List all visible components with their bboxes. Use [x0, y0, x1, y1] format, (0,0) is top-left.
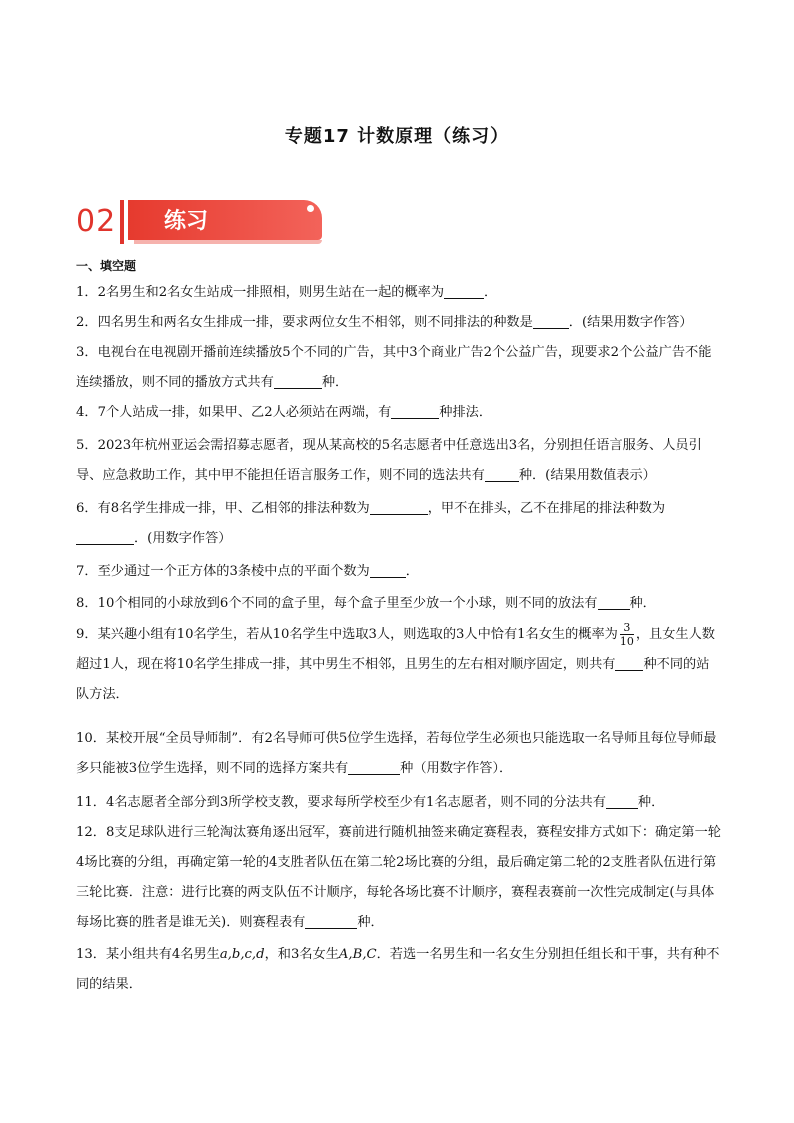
question-2: 2．四名男生和两名女生排成一排，要求两位女生不相邻，则不同排法的种数是 ．(结果用数字作答）: [76, 315, 693, 330]
question-4: 4．7个人站成一排，如果甲、乙2人必须站在两端，有 种排法．: [76, 405, 493, 420]
answer-blank[interactable]: [370, 500, 428, 515]
question-12: 12．8支足球队进行三轮淘汰赛角逐出冠军，赛前进行随机抽签来确定赛程表，赛程安排方式如下：确定第一轮4场比赛的分组，再确定第一轮的4支胜者队伍在第二轮2场比赛的分组，最后确定第二轮的2支胜者队伍进行第三轮比赛．注意：进行比赛的两支队伍不计顺序，每轮各场比赛不计顺序，赛程表赛前一次性完成制定(与具体每场比赛的胜者是谁无关)．则赛程表有 种．: [76, 825, 721, 930]
question-11: 11．4名志愿者全部分到3所学校支教，要求每所学校至少有1名志愿者，则不同的分法共有 种．: [76, 795, 665, 810]
math-expression: A,B,C: [338, 947, 377, 962]
answer-blank[interactable]: [76, 530, 134, 545]
section-heading: 一、填空题: [76, 259, 137, 273]
math-expression: a,b,c,d: [219, 947, 265, 962]
answer-blank[interactable]: [391, 404, 439, 419]
banner-divider: [120, 200, 124, 244]
banner-label: 练习: [164, 209, 209, 234]
fraction: $\frac{3}{10}$: [619, 621, 634, 648]
question-7: 7．至少通过一个正方体的3条棱中点的平面个数为 ．: [76, 564, 419, 579]
banner-dot-icon: [307, 205, 314, 212]
answer-blank[interactable]: [598, 595, 630, 610]
banner-tag: [128, 200, 322, 240]
answer-blank[interactable]: [274, 374, 322, 389]
page-title: 专题17 计数原理（练习）: [284, 126, 510, 147]
question-9: 9．某兴趣小组有10名学生，若从10名学生中选取3人，则选取的3人中恰有1名女生的概率为 $\frac{3}{10}$ ，且女生人数超过1人，现在将10名学生排成一排，其中男生不相邻，且男生的左右相对顺序固定，则共有 种不同的站队方法．: [76, 621, 715, 702]
answer-blank[interactable]: [305, 914, 357, 929]
answer-blank[interactable]: [370, 563, 406, 578]
answer-blank[interactable]: [533, 314, 569, 329]
banner-number: 02: [76, 204, 117, 239]
question-6: 6．有8名学生排成一排，甲、乙相邻的排法种数为 ，甲不在排头，乙不在排尾的排法种数为．(用数字作答）: [76, 501, 666, 546]
question-5: 5．2023年杭州亚运会需招募志愿者，现从某高校的5名志愿者中任意选出3名，分别担任语言服务、人员引导、应急救助工作，其中甲不能担任语言服务工作，则不同的选法共有 种．(结果用数值表示）: [76, 438, 702, 483]
question-3: 3．电视台在电视剧开播前连续播放5个不同的广告，其中3个商业广告2个公益广告，现要求2个公益广告不能连续播放，则不同的播放方式共有 种．: [76, 345, 712, 390]
question-8: 8．10个相同的小球放到6个不同的盒子里，每个盒子里至少放一个小球，则不同的放法有 种．: [76, 596, 656, 611]
question-13: 13．某小组共有4名男生a,b,c,d，和3名女生A,B,C．若选一名男生和一名女生分别担任组长和干事，共有种不同的结果．: [76, 947, 720, 992]
answer-blank[interactable]: [348, 760, 400, 775]
question-10: 10．某校开展“全员导师制”．有2名导师可供5位学生选择，若每位学生必须也只能选取一名导师且每位导师最多只能被3位学生选择，则不同的选择方案共有 种（用数字作答）．: [76, 731, 717, 776]
answer-blank[interactable]: [485, 467, 519, 482]
banner-tag-shadow: [134, 240, 322, 244]
answer-blank[interactable]: [615, 656, 643, 671]
question-1: 1．2名男生和2名女生站成一排照相，则男生站在一起的概率为 ．: [76, 285, 498, 300]
answer-blank[interactable]: [606, 794, 638, 809]
answer-blank[interactable]: [444, 284, 484, 299]
